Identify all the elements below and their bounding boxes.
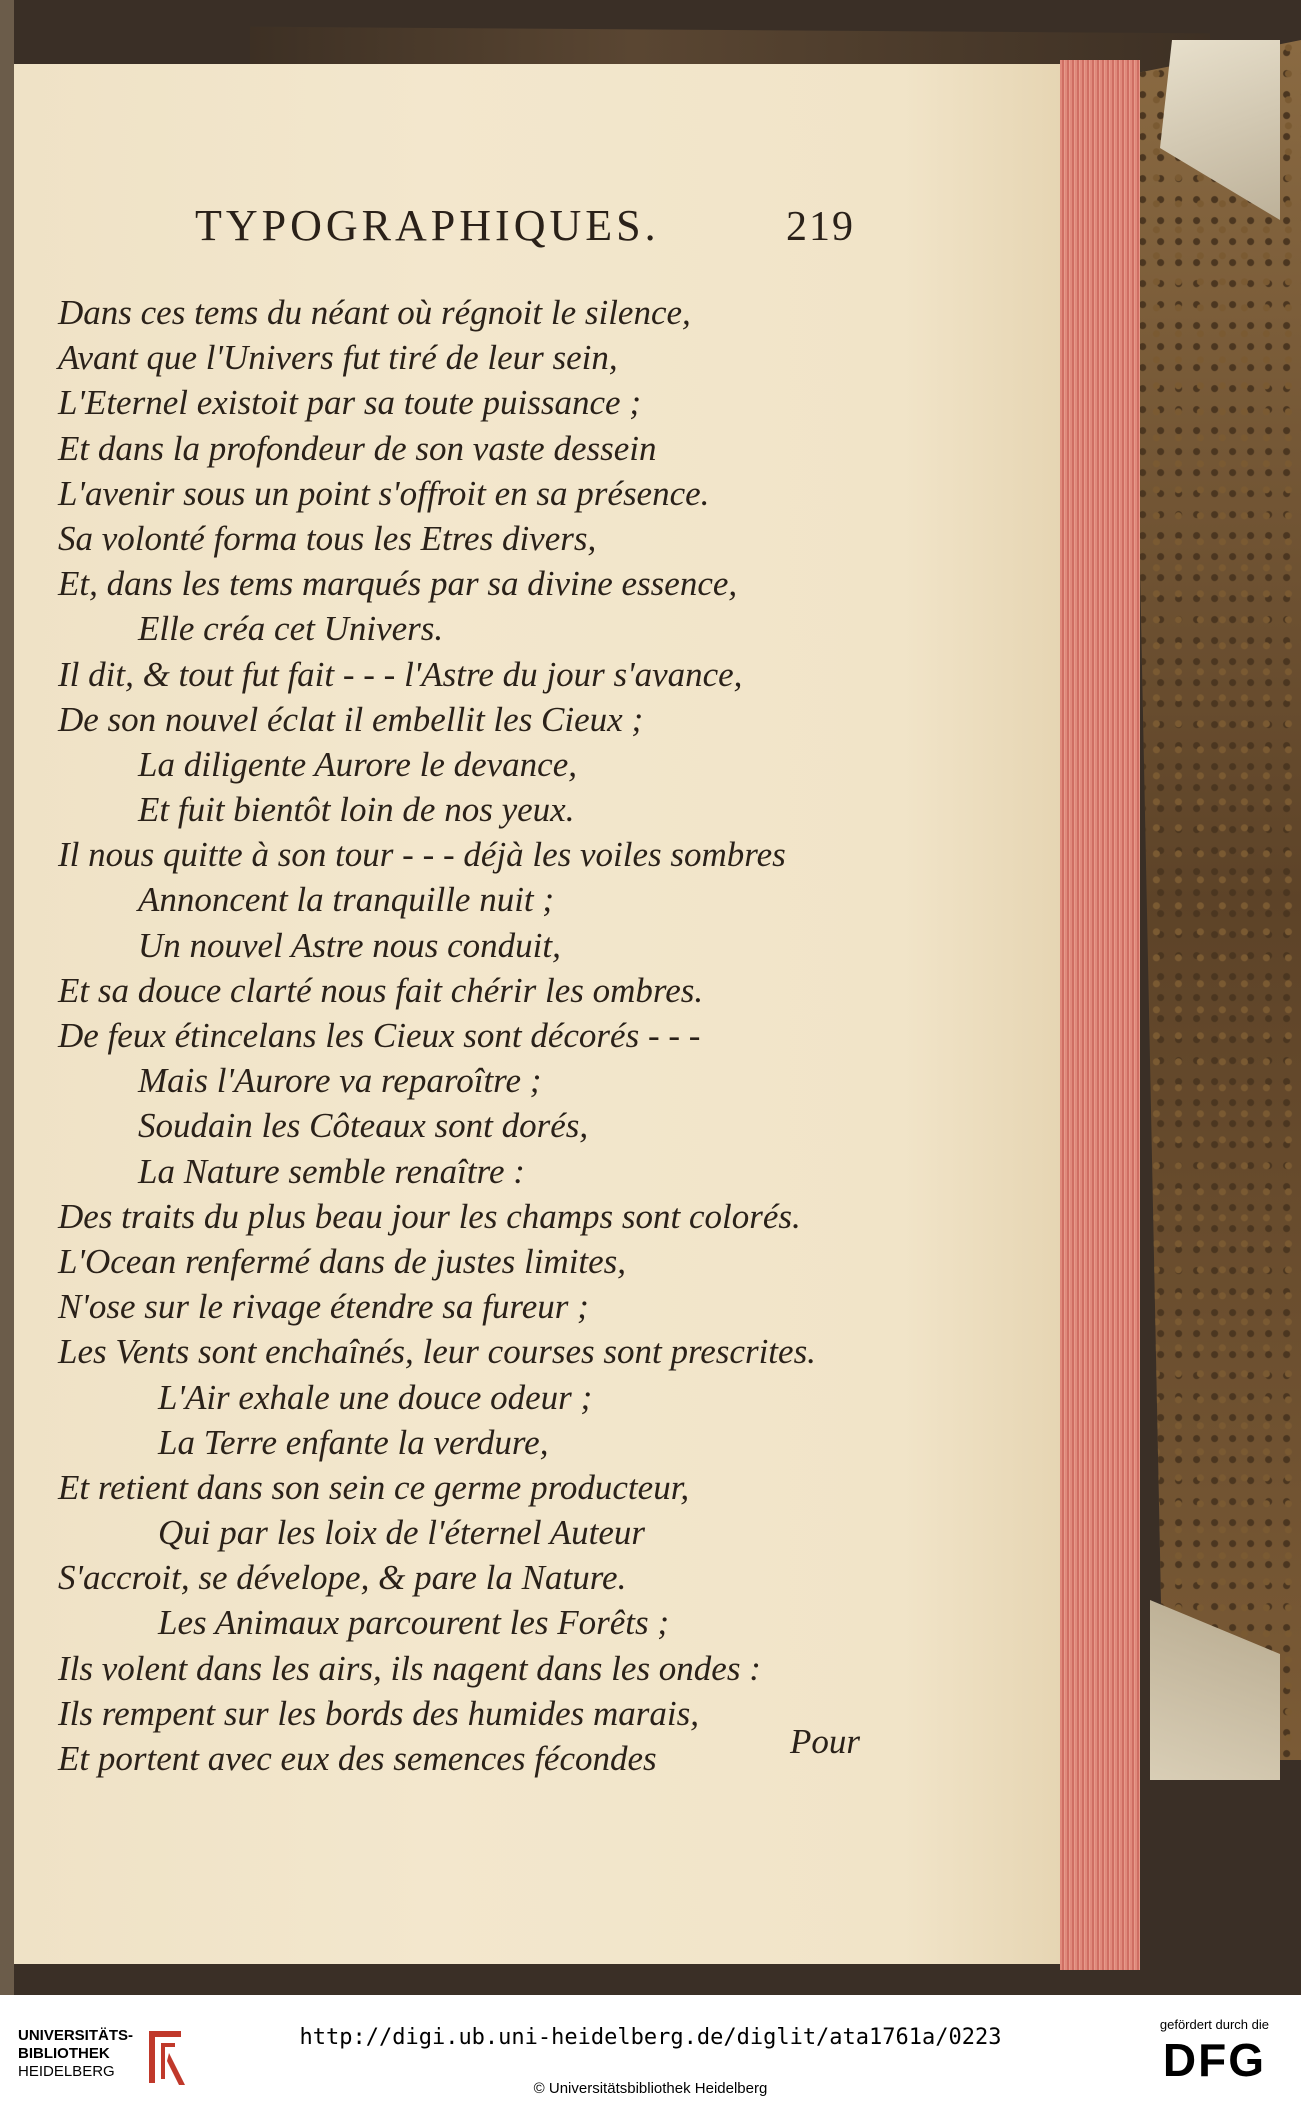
footer-bar [0, 1995, 1301, 2122]
verse-line: S'accroit, se dévelope, & pare la Nature. [58, 1558, 627, 1598]
verse-line: La Nature semble renaître : [138, 1151, 525, 1191]
verse-line: Annoncent la tranquille nuit ; [138, 880, 555, 920]
copyright-notice: © Universitätsbibliothek Heidelberg [533, 2080, 768, 2097]
verse-line: L'Eternel existoit par sa toute puissance ; [58, 383, 641, 423]
page-number: 219 [786, 204, 855, 250]
verse-line: Sa volonté forma tous les Etres divers, [58, 518, 597, 558]
catchword: Pour [790, 1722, 860, 1761]
verse-line: Et sa douce clarté nous fait chérir les ombres. [58, 970, 704, 1010]
dfg-wordmark: DFG [1162, 2034, 1266, 2086]
verse-line: Avant que l'Univers fut tiré de leur sein, [58, 338, 618, 378]
verse-line: La diligente Aurore le devance, [138, 744, 578, 784]
verse-line: De son nouvel éclat il embellit les Cieux ; [58, 699, 644, 739]
verse-line: Et retient dans son sein ce germe producteur, [58, 1467, 690, 1507]
verse-line: Il nous quitte à son tour - - - déjà les voiles sombres [58, 835, 786, 875]
verse-line: Soudain les Côteaux sont dorés, [138, 1106, 589, 1146]
library-name: UNIVERSITÄTS- BIBLIOTHEK HEIDELBERG [18, 2027, 134, 2080]
verse-line: Des traits du plus beau jour les champs sont colorés. [58, 1196, 801, 1236]
verse-line: Qui par les loix de l'éternel Auteur [158, 1513, 646, 1553]
marbled-cover [1130, 40, 1301, 1760]
verse-text [58, 290, 1058, 1781]
verse-line: Les Animaux parcourent les Forêts ; [158, 1603, 670, 1643]
verse-line: Ils volent dans les airs, ils nagent dans les ondes : [58, 1648, 761, 1688]
book-left-edge [0, 0, 14, 1995]
verse-line: Elle créa cet Univers. [138, 609, 444, 649]
running-head [195, 200, 855, 251]
verse-line: Et fuit bientôt loin de nos yeux. [138, 790, 575, 830]
verse-line: La Terre enfante la verdure, [158, 1422, 549, 1462]
verse-line: Mais l'Aurore va reparoître ; [138, 1061, 542, 1101]
verse-line: Un nouvel Astre nous conduit, [138, 925, 561, 965]
verse-line: Les Vents sont enchaînés, leur courses sont prescrites. [58, 1332, 816, 1372]
verse-line: L'Air exhale une douce odeur ; [158, 1377, 593, 1417]
verse-line: Et portent avec eux des semences fécondes [58, 1739, 657, 1778]
verse-line: De feux étincelans les Cieux sont décorés - - - [58, 1016, 701, 1055]
document-url[interactable]: http://digi.ub.uni-heidelberg.de/diglit/ata1761a/0223 [299, 2025, 1002, 2050]
verse-line: N'ose sur le rivage étendre sa fureur ; [58, 1287, 589, 1327]
dfg-logo [1160, 2017, 1269, 2088]
verse-line: Et dans la profondeur de son vaste dessein [58, 428, 657, 468]
dfg-caption: gefördert durch die [1159, 2017, 1269, 2032]
verse-line: Et, dans les tems marqués par sa divine essence, [58, 564, 738, 604]
verse-line: Il dit, & tout fut fait - - - l'Astre du jour s'avance, [58, 654, 743, 694]
verse-line: Dans ces tems du néant où régnoit le silence, [58, 293, 691, 332]
red-page-edges [1060, 60, 1140, 1970]
running-title: TYPOGRAPHIQUES. [195, 201, 660, 250]
verse-line: Ils rempent sur les bords des humides marais, [58, 1693, 700, 1733]
verse-line: L'Ocean renfermé dans de justes limites, [58, 1241, 627, 1281]
verse-line: L'avenir sous un point s'offroit en sa présence. [58, 473, 710, 513]
